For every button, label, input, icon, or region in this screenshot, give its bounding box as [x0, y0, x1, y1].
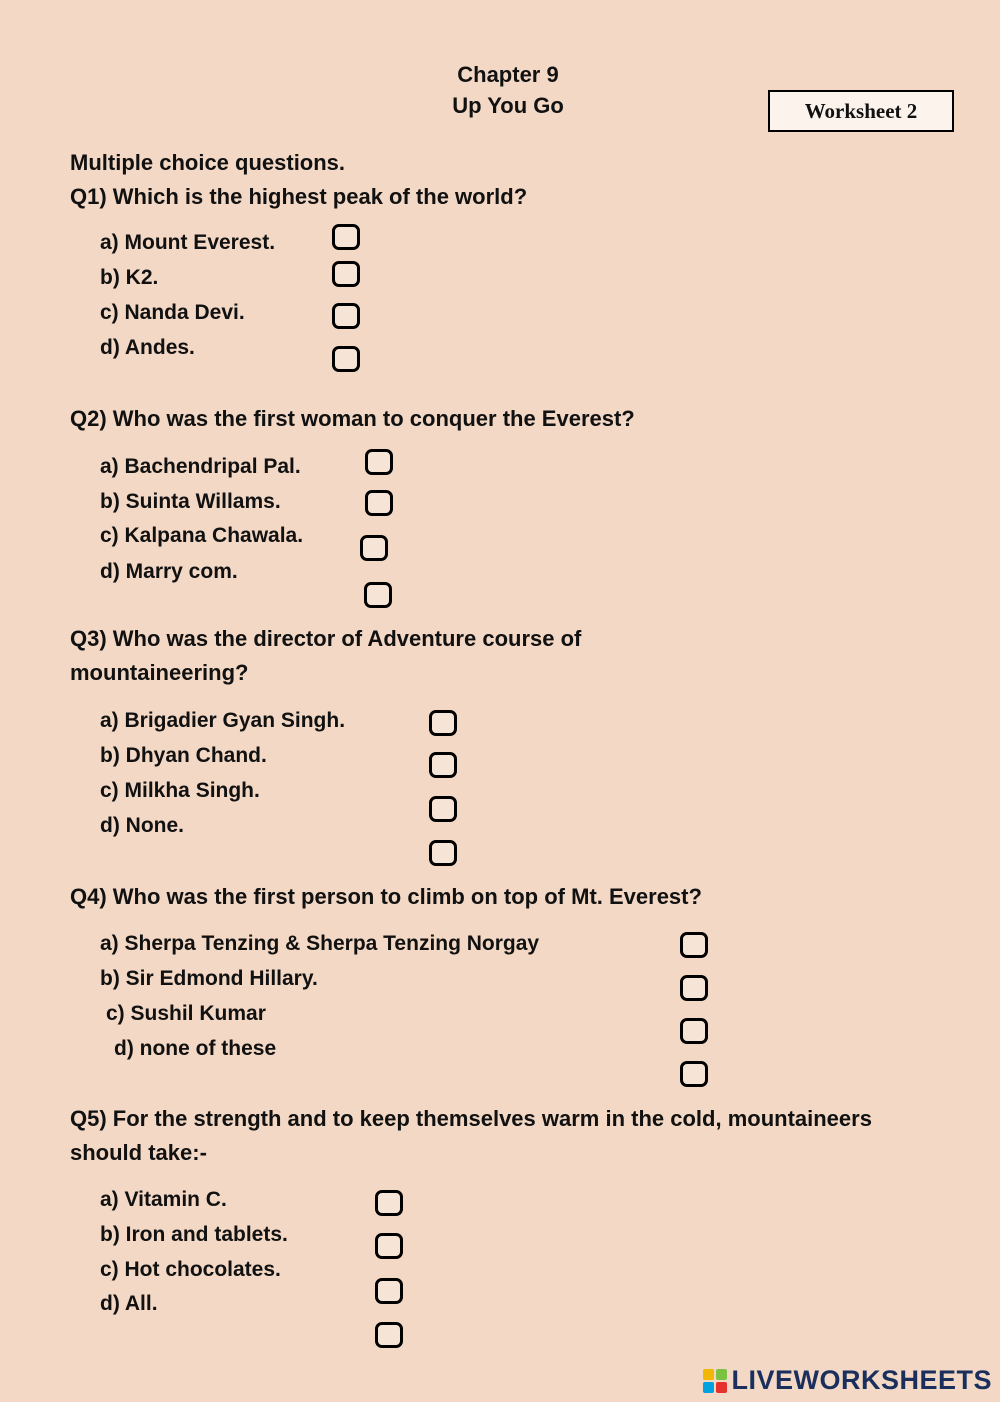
- question-4: Q4) Who was the first person to climb on top of Mt. Everest?: [70, 884, 702, 909]
- q3-checkbox-c[interactable]: [429, 796, 457, 822]
- q3-checkbox-d[interactable]: [429, 840, 457, 866]
- section-heading: Multiple choice questions.: [70, 150, 346, 175]
- q5-option-a: a) Vitamin C.: [100, 1188, 227, 1211]
- q5-option-c: c) Hot chocolates.: [100, 1258, 281, 1281]
- q3-checkbox-b[interactable]: [429, 752, 457, 778]
- q2-option-b: b) Suinta Willams.: [100, 490, 281, 513]
- brand-logo: [703, 1365, 992, 1396]
- q1-checkbox-a[interactable]: [332, 224, 360, 250]
- q2-checkbox-d[interactable]: [364, 582, 392, 608]
- question-5: Q5) For the strength and to keep themselves warm in the cold, mountaineers should take:-: [70, 1106, 872, 1165]
- q2-option-a: a) Bachendripal Pal.: [100, 455, 301, 478]
- q3-option-b: b) Dhyan Chand.: [100, 744, 267, 767]
- q5-checkbox-a[interactable]: [375, 1190, 403, 1216]
- q5-option-d: d) All.: [100, 1292, 158, 1315]
- q3-option-c: c) Milkha Singh.: [100, 779, 260, 802]
- brand-name: LIVEWORKSHEETS: [731, 1365, 992, 1395]
- q4-option-c: c) Sushil Kumar: [106, 1002, 266, 1025]
- q4-checkbox-c[interactable]: [680, 1018, 708, 1044]
- q3-option-d: d) None.: [100, 814, 184, 837]
- q1-option-c: c) Nanda Devi.: [100, 301, 245, 324]
- q1-checkbox-b[interactable]: [332, 261, 360, 287]
- q3-checkbox-a[interactable]: [429, 710, 457, 736]
- q4-option-a: a) Sherpa Tenzing & Sherpa Tenzing Norgay: [100, 932, 540, 955]
- question-2: Q2) Who was the first woman to conquer the Everest?: [70, 406, 635, 431]
- q5-option-b: b) Iron and tablets.: [100, 1223, 288, 1246]
- worksheet-badge: Worksheet 2: [768, 90, 954, 132]
- q5-checkbox-c[interactable]: [375, 1278, 403, 1304]
- q4-option-d: d) none of these: [114, 1037, 277, 1060]
- q1-option-a: a) Mount Everest.: [100, 231, 276, 254]
- q1-checkbox-d[interactable]: [332, 346, 360, 372]
- q2-checkbox-c[interactable]: [360, 535, 388, 561]
- q1-option-b: b) K2.: [100, 266, 159, 289]
- q2-option-d: d) Marry com.: [100, 560, 238, 583]
- liveworksheets-icon: [703, 1369, 727, 1393]
- q4-option-b: b) Sir Edmond Hillary.: [100, 967, 318, 990]
- q3-option-a: a) Brigadier Gyan Singh.: [100, 709, 346, 732]
- q5-checkbox-d[interactable]: [375, 1322, 403, 1348]
- q1-checkbox-c[interactable]: [332, 303, 360, 329]
- q2-option-c: c) Kalpana Chawala.: [100, 524, 304, 547]
- chapter-title: Up You Go: [452, 93, 564, 118]
- q4-checkbox-a[interactable]: [680, 932, 708, 958]
- q5-checkbox-b[interactable]: [375, 1233, 403, 1259]
- question-1: Q1) Which is the highest peak of the world?: [70, 184, 528, 209]
- q4-checkbox-b[interactable]: [680, 975, 708, 1001]
- question-3: Q3) Who was the director of Adventure course of mountaineering?: [70, 626, 582, 685]
- q1-option-d: d) Andes.: [100, 336, 195, 359]
- q4-checkbox-d[interactable]: [680, 1061, 708, 1087]
- chapter-label: Chapter 9: [457, 62, 559, 87]
- q2-checkbox-b[interactable]: [365, 490, 393, 516]
- q2-checkbox-a[interactable]: [365, 449, 393, 475]
